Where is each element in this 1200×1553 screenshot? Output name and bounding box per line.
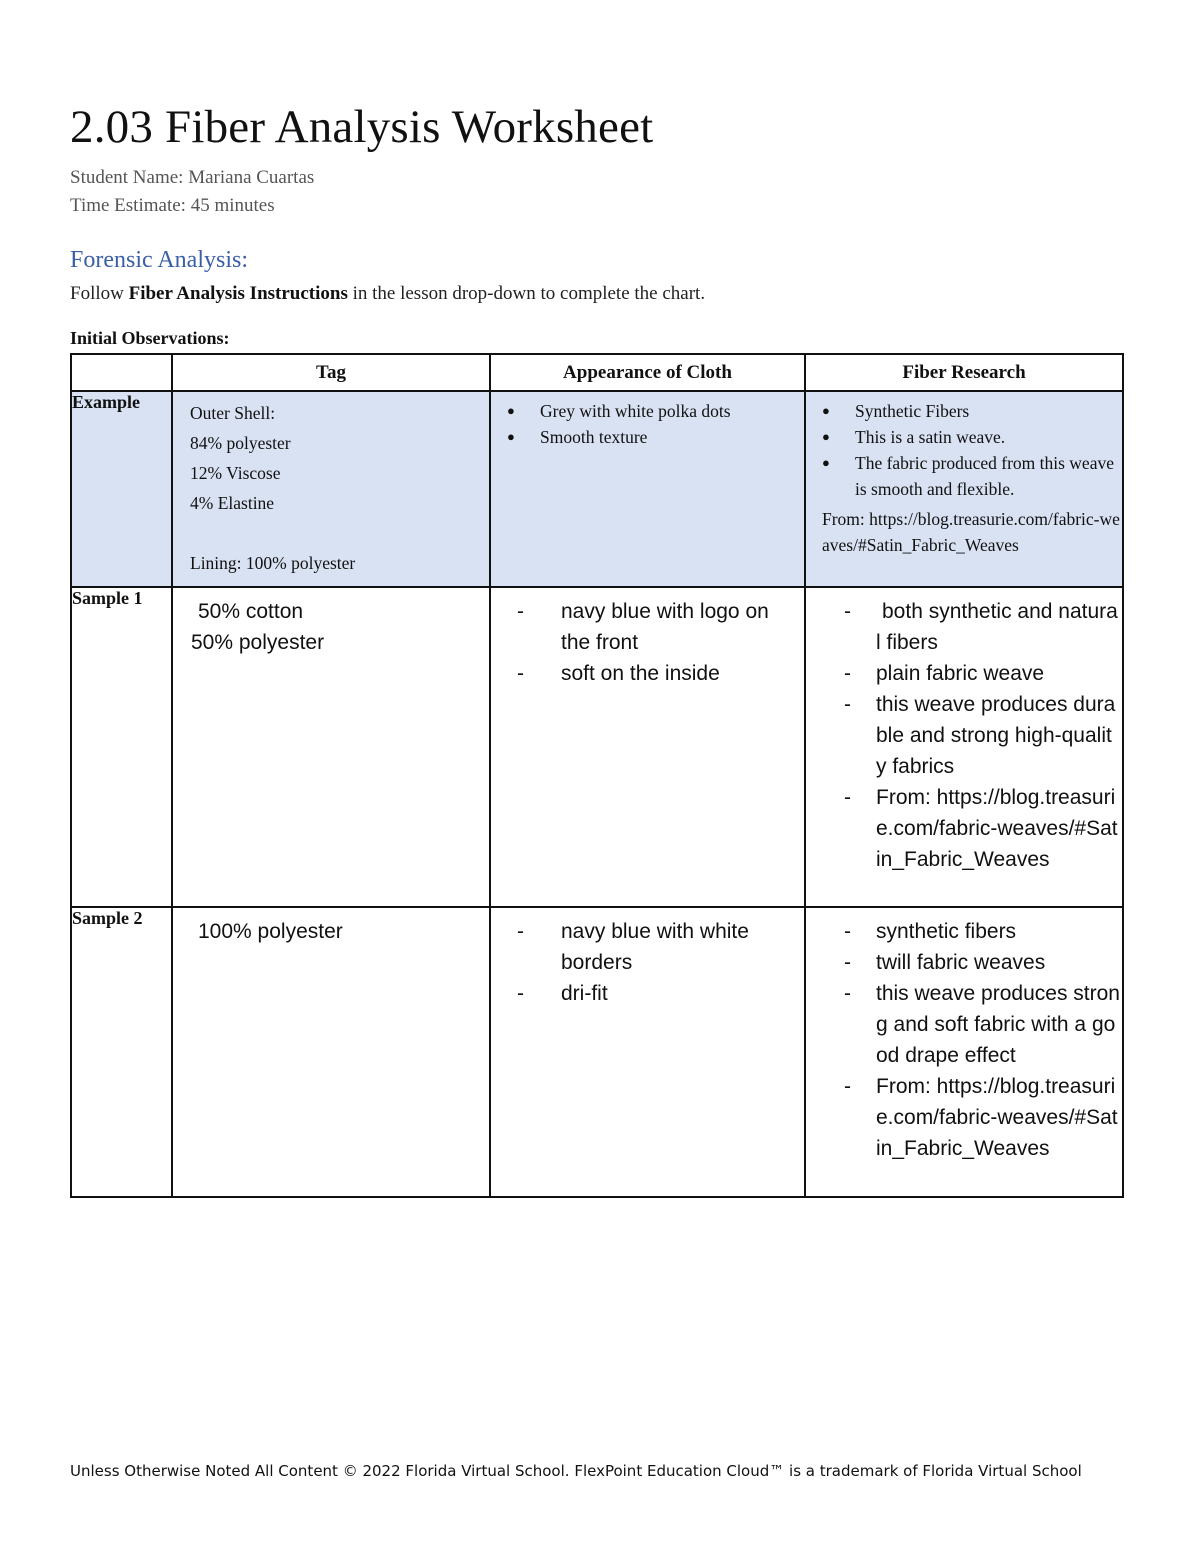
row-label-sample-2: Sample 2 (71, 907, 172, 1197)
row-label-sample-1: Sample 1 (71, 587, 172, 907)
observations-label: Initial Observations: (70, 328, 230, 348)
list-item: ● Smooth texture (505, 424, 798, 450)
dash-icon: - (844, 951, 851, 974)
dash-icon: - (517, 920, 524, 943)
list-item: - From: https://blog.treasurie.com/fabric-weaves/#Satin_Fabric_Weaves (844, 782, 1120, 875)
tag-line: Outer Shell: (190, 403, 276, 423)
sample1-tag-cell (172, 587, 490, 907)
row-label-example: Example (71, 391, 172, 587)
list-item: - navy blue with white borders (517, 916, 802, 978)
student-name: Student Name: Mariana Cuartas (70, 167, 315, 188)
fiber-analysis-table (70, 353, 1124, 1198)
time-estimate: Time Estimate: 45 minutes (70, 195, 275, 216)
example-tag-cell (172, 391, 490, 587)
dash-icon: - (517, 600, 524, 623)
list-item: - plain fabric weave (844, 658, 1120, 689)
table-row-example (71, 391, 1123, 587)
list-item: ● Synthetic Fibers (820, 398, 1122, 424)
list-item: - dri-fit (517, 978, 802, 1009)
list-item: - twill fabric weaves (844, 947, 1120, 978)
tag-line: 4% Elastine (190, 493, 275, 513)
tag-lining: Lining: 100% polyester (190, 553, 356, 573)
tag-line: 100% polyester (198, 920, 343, 943)
bullet-icon: ● (822, 455, 830, 470)
sample1-research-cell (805, 587, 1123, 907)
tag-line: 12% Viscose (190, 463, 281, 483)
list-item: ● This is a satin weave. (820, 424, 1122, 450)
dash-icon: - (844, 982, 851, 1005)
bullet-icon: ● (822, 429, 830, 444)
list-item: - navy blue with logo on the front (517, 596, 802, 658)
list-item: ● The fabric produced from this weave is smooth and flexible. (820, 450, 1122, 502)
header-blank (71, 354, 172, 391)
list-item: - this weave produces strong and soft fabric with a good drape effect (844, 978, 1120, 1071)
dash-icon: - (844, 1075, 851, 1098)
dash-icon: - (844, 786, 851, 809)
bullet-icon: ● (822, 403, 830, 418)
list-item: ● Grey with white polka dots (505, 398, 798, 424)
example-appearance-cell (490, 391, 805, 587)
table-header-row (71, 354, 1123, 391)
dash-icon: - (844, 920, 851, 943)
page-title: 2.03 Fiber Analysis Worksheet (70, 101, 654, 153)
sample2-appearance-cell (490, 907, 805, 1197)
example-source-link: From: https://blog.treasurie.com/fabric-weaves/#Satin_Fabric_Weaves (822, 509, 1120, 555)
dash-icon: - (844, 693, 851, 716)
header-tag: Tag (172, 354, 490, 391)
section-heading: Forensic Analysis: (70, 247, 248, 273)
dash-icon: - (517, 662, 524, 685)
dash-icon: - (844, 600, 851, 623)
tag-line: 50% polyester (191, 631, 325, 654)
instructions (70, 283, 705, 305)
tag-line: 50% cotton (198, 600, 304, 623)
list-item: - From: https://blog.treasurie.com/fabric-weaves/#Satin_Fabric_Weaves (844, 1071, 1120, 1164)
table-row-sample-1 (71, 587, 1123, 907)
bullet-icon: ● (507, 403, 515, 418)
list-item: - this weave produces durable and strong high-quality fabrics (844, 689, 1120, 782)
dash-icon: - (844, 662, 851, 685)
footer-copyright: Unless Otherwise Noted All Content © 2022 Florida Virtual School. FlexPoint Education Cloud™ is a trademark of Florida Virtual School (70, 1462, 1082, 1480)
table-row-sample-2 (71, 907, 1123, 1197)
sample2-research-cell (805, 907, 1123, 1197)
tag-line: 84% polyester (190, 433, 291, 453)
header-research: Fiber Research (805, 354, 1123, 391)
header-appearance: Appearance of Cloth (490, 354, 805, 391)
bullet-icon: ● (507, 429, 515, 444)
dash-icon: - (517, 982, 524, 1005)
sample2-tag-cell (172, 907, 490, 1197)
instructions-after: in the lesson drop-down to complete the chart. (347, 283, 706, 304)
sample1-appearance-cell (490, 587, 805, 907)
list-item: - both synthetic and natural fibers (844, 596, 1120, 658)
example-research-cell (805, 391, 1123, 587)
list-item: - synthetic fibers (844, 916, 1120, 947)
instructions-before: Follow (70, 283, 129, 304)
list-item: - soft on the inside (517, 658, 802, 689)
instructions-link-text: Fiber Analysis Instructions (128, 283, 348, 304)
